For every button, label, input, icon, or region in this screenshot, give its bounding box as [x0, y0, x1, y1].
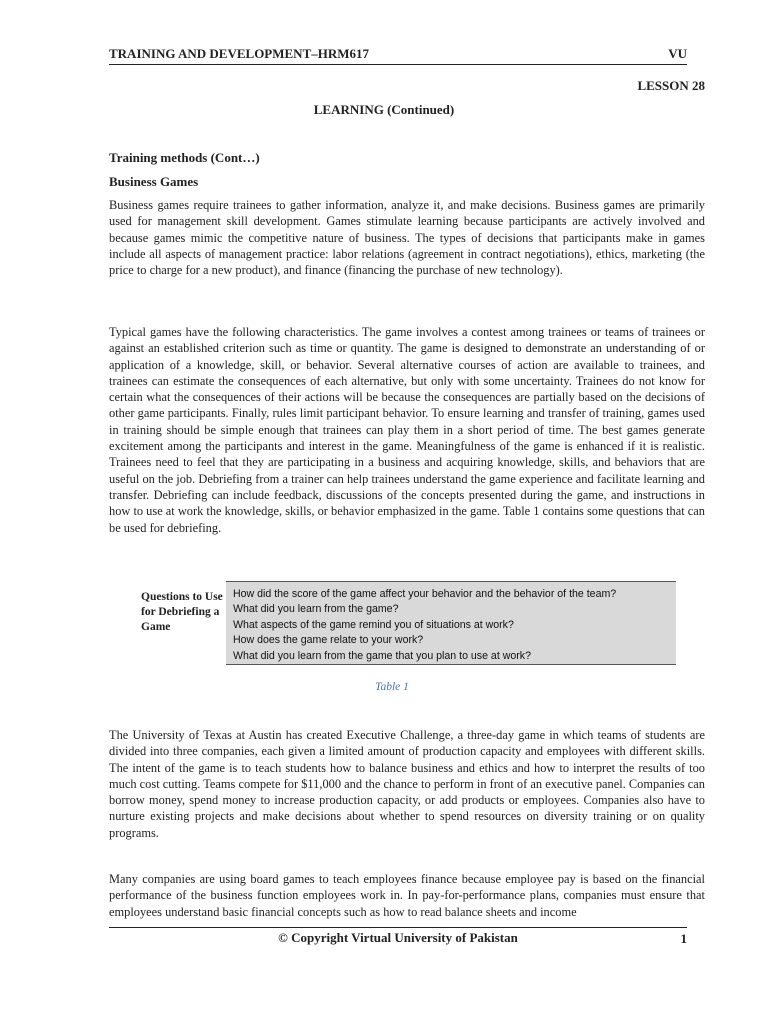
table-row: What did you learn from the game?: [233, 603, 399, 616]
institution-abbrev: VU: [668, 46, 687, 61]
paragraph-3: The University of Texas at Austin has created Executive Challenge, a three-day game in which teams of students are divided into three companies, each given a limited amount of production capacity and employees with different skills. The intent of the game is to teach students how to balance business and ethics and how to interpret the results of too much cost cutting. Teams compete for $11,000 and the chance to perform in front of an executive panel. Companies can borrow money, spend money to increase production capacity, or add products or employees. Companies also have to nurture existing projects and make decisions about whether to spend resources on diversity training or on quality programs.: [109, 728, 705, 840]
paragraph-1: Business games require trainees to gather information, analyze it, and make decisions. Business games are primarily used for management skill development. Games stimulate learning because participants are actively involved and because games mimic the competitive nature of business. The types of decisions that participants make in games include all aspects of management practice: labor relations (agreement in contract negotiations), ethics, marketing (the price to charge for a new product), and finance (financing the purchase of new technology).: [109, 198, 705, 278]
copyright-notice: © Copyright Virtual University of Pakistan: [278, 930, 518, 945]
page-header: [109, 46, 687, 65]
course-title: TRAINING AND DEVELOPMENT–HRM617: [109, 46, 370, 61]
subheading: Business Games: [109, 174, 199, 189]
debriefing-table: [135, 581, 676, 667]
table-row: How did the score of the game affect your behavior and the behavior of the team?: [233, 588, 617, 600]
page-title: LEARNING (Continued): [313, 102, 455, 117]
paragraph-4: Many companies are using board games to teach employees finance because employee pay is based on the financial performance of the business function employees work in. In pay-for-performance plans, companies must ensure that employees understand basic financial concepts such as how to read balance sheets and income: [109, 872, 705, 919]
paragraph-2: Typical games have the following characteristics. The game involves a contest among trainees or teams of trainees or against an established criterion such as time or quantity. The game is designed to demonstrate an understanding of or application of a knowledge, skill, or behavior. Several alternative courses of action are available to trainees, and trainees can estimate the consequences of each alternative, but only with some uncertainty. Trainees do not know for certain what the consequences of their actions will be because the consequences are partially based on the decisions of other game participants. Finally, rules limit participant behavior. To ensure learning and transfer of training, games used in training should be simple enough that trainees can play them in a short period of time. The best games generate excitement among the participants and interest in the game. Meaningfulness of the game is enhanced if it is realistic. Trainees need to feel that they are participating in a business and acquiring knowledge, skills, and behaviors that are useful on the job. Debriefing from a trainer can help trainees understand the game experience and facilitate learning and transfer. Debriefing can include feedback, discussions of the concepts presented during the game, and instructions in how to use at work the knowledge, skills, or behavior emphasized in the game. Table 1 contains some questions that can be used for debriefing.: [109, 325, 705, 535]
page-footer: [109, 927, 687, 948]
table-row: What did you learn from the game that you plan to use at work?: [233, 649, 531, 662]
table-label: Questions to Use for Debriefing a Game: [141, 591, 223, 633]
section-heading: Training methods (Cont…): [109, 150, 260, 165]
page-number: 1: [680, 931, 687, 946]
table-row: What aspects of the game remind you of situations at work?: [233, 618, 514, 631]
lesson-number: LESSON 28: [637, 78, 705, 93]
table-row: How does the game relate to your work?: [233, 634, 424, 647]
table-questions: [226, 581, 676, 665]
table-caption: Table 1: [375, 681, 409, 693]
